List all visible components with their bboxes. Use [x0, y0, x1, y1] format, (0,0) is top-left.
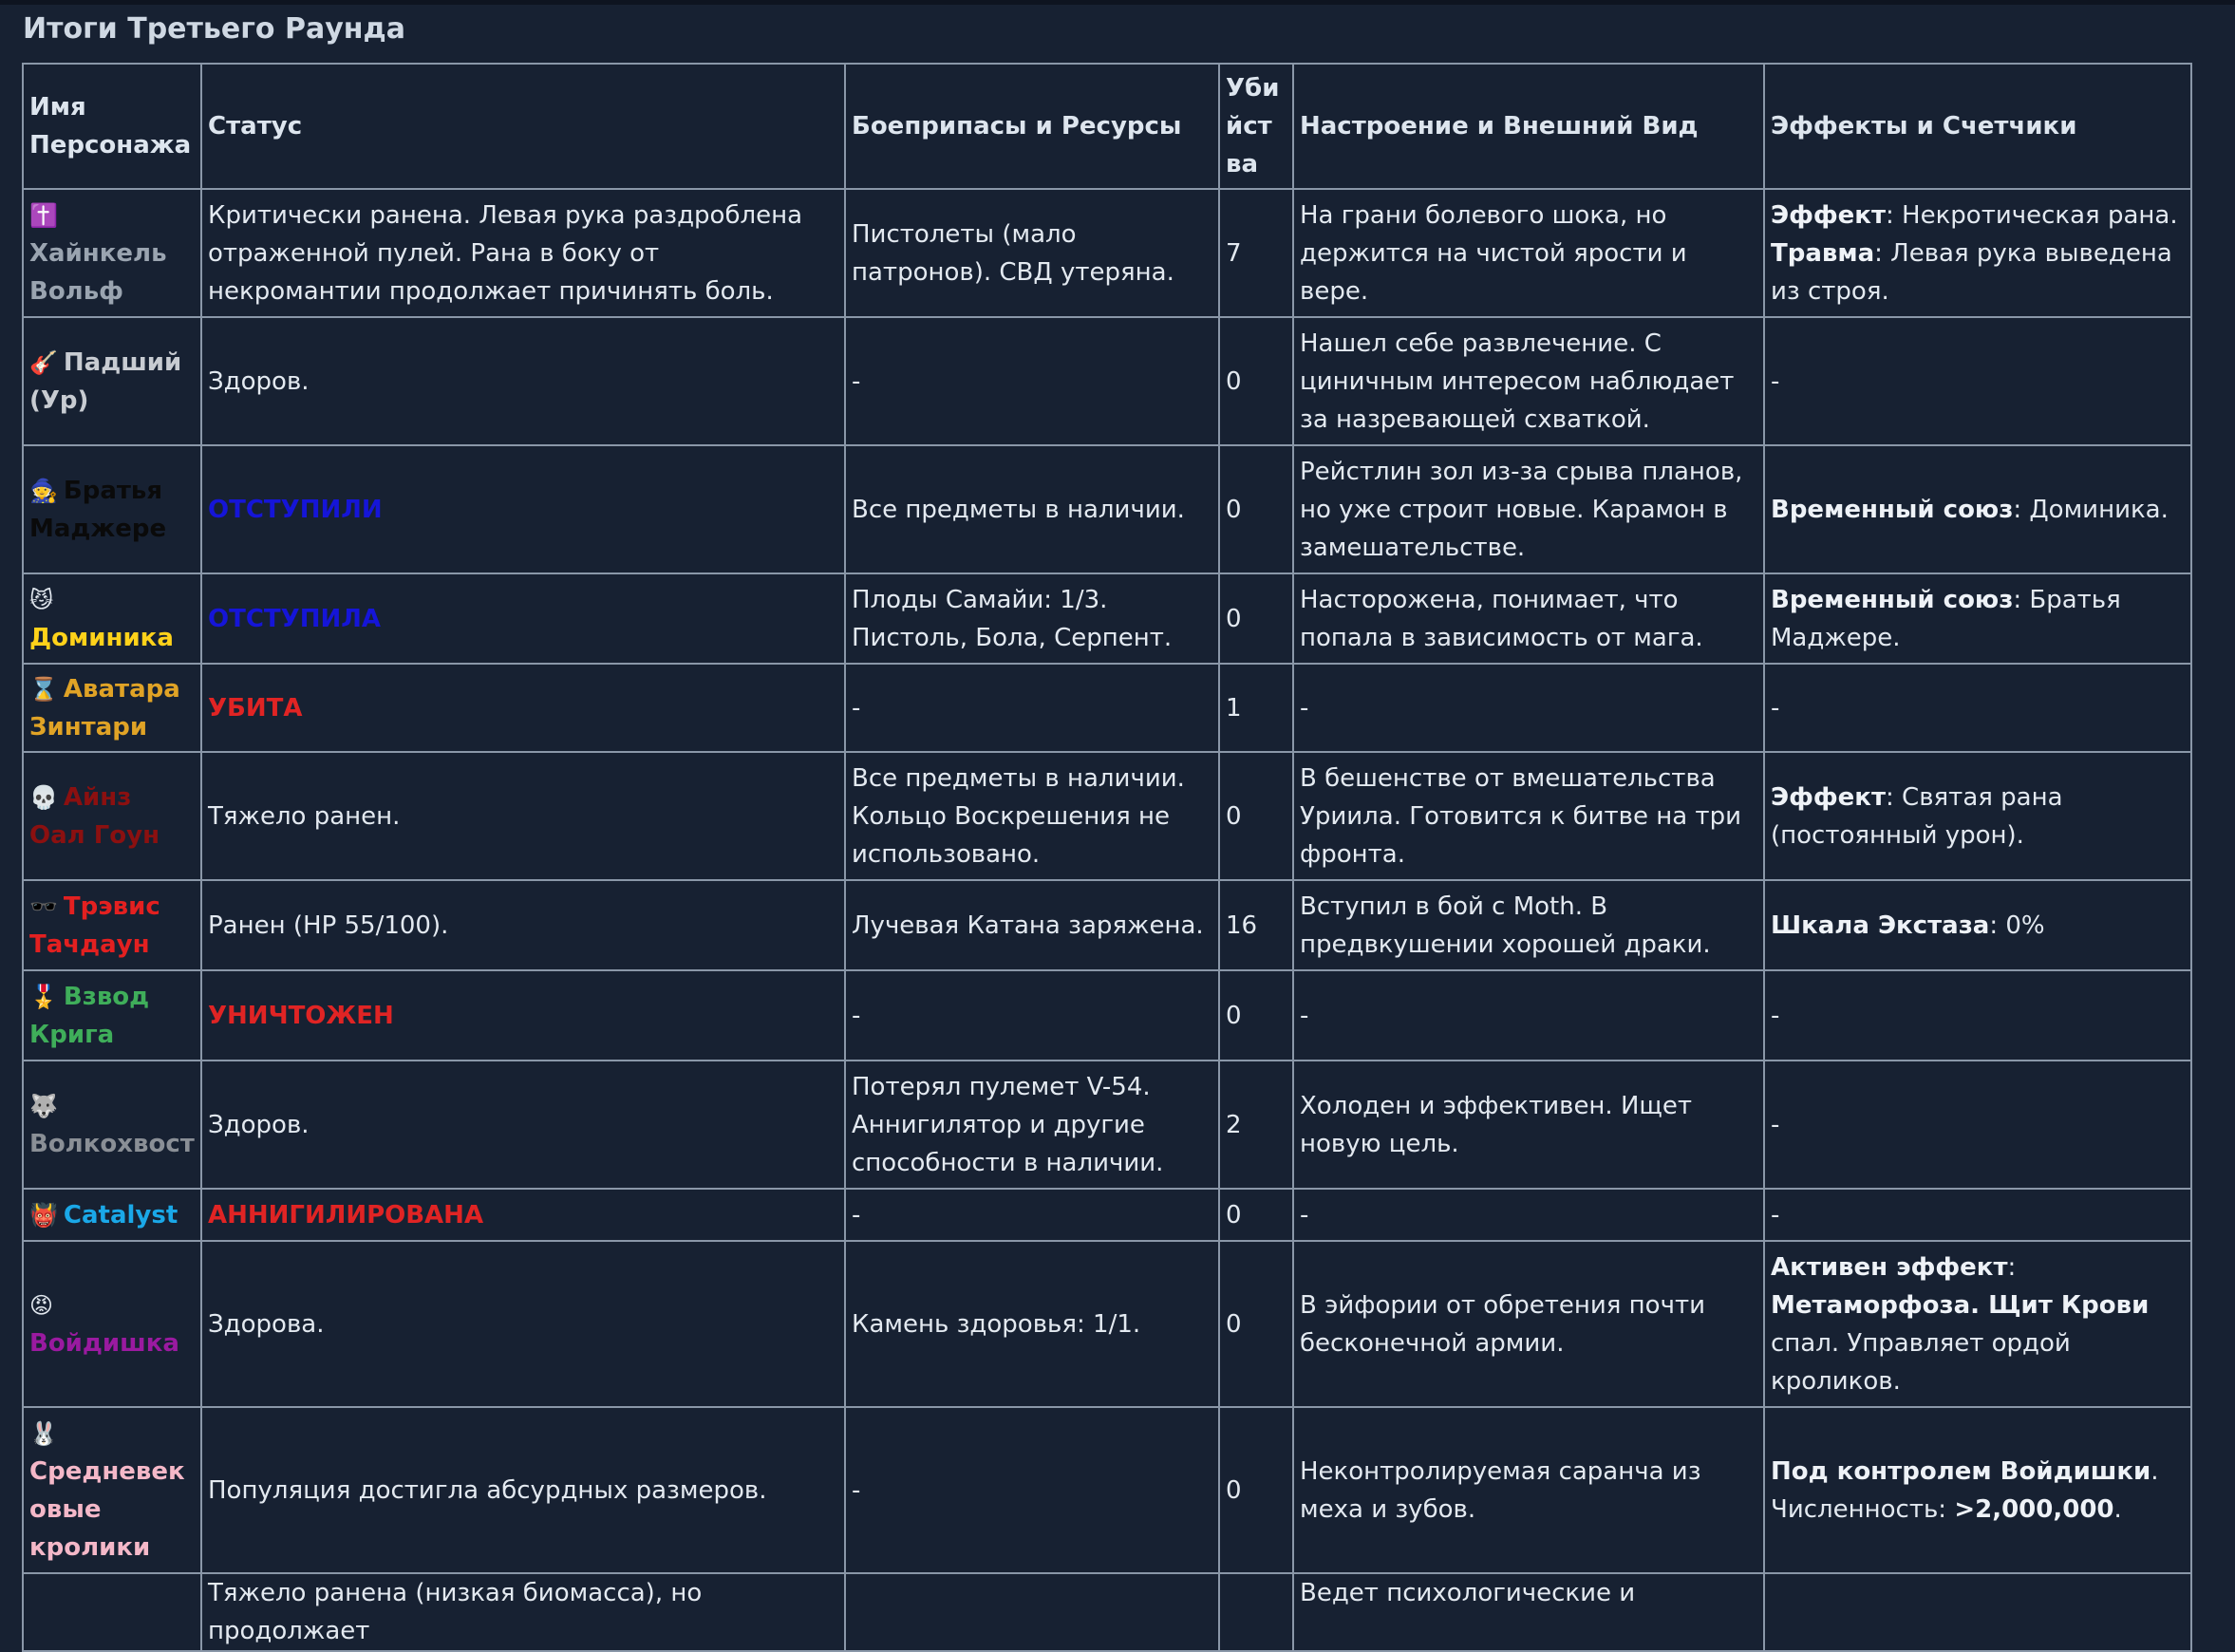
resources-cell: Потерял пулемет V-54. Аннигилятор и другие способности в наличии. — [845, 1061, 1219, 1189]
effects-cell — [1764, 880, 2191, 970]
status-text: Здорова. — [208, 1309, 325, 1339]
effects-cell: - — [1764, 1189, 2191, 1241]
character-name-cell — [23, 1061, 201, 1189]
mood-cell: Холоден и эффективен. Ищет новую цель. — [1293, 1061, 1764, 1189]
table-row — [23, 445, 2191, 573]
effect-text: : — [2007, 1252, 2017, 1282]
effects-cell — [1764, 752, 2191, 880]
kills-cell: 0 — [1219, 1189, 1293, 1241]
status-text: УНИЧТОЖЕН — [208, 1001, 394, 1030]
table-row — [23, 664, 2191, 752]
character-name-cell — [23, 1407, 201, 1573]
partial-resources-cell — [845, 1573, 1219, 1651]
mood-cell: - — [1293, 970, 1764, 1061]
skull-icon: 💀 — [29, 783, 58, 811]
status-text: Ранен (HP 55/100). — [208, 910, 449, 940]
effects-cell: - — [1764, 664, 2191, 752]
status-cell — [201, 1407, 845, 1573]
resources-cell: - — [845, 1189, 1219, 1241]
effect-text: : Святая рана (постоянный урон). — [1771, 782, 2063, 850]
header-name: Имя Персонажа — [23, 64, 201, 189]
status-cell — [201, 445, 845, 573]
mood-cell: - — [1293, 664, 1764, 752]
effect-text: : 0% — [1989, 910, 2045, 940]
status-text: Тяжело ранен. — [208, 801, 401, 831]
effect-label: Временный союз — [1771, 495, 2014, 524]
character-name-cell — [23, 1241, 201, 1407]
kills-cell: 0 — [1219, 445, 1293, 573]
resources-cell: - — [845, 317, 1219, 445]
top-bar — [0, 0, 2235, 5]
effect-text: : Доминика. — [2013, 495, 2169, 524]
resources-cell: Лучевая Катана заряжена. — [845, 880, 1219, 970]
resources-cell: Плоды Самайи: 1/3. Пистоль, Бола, Серпент. — [845, 573, 1219, 664]
header-kills: Убийства — [1219, 64, 1293, 189]
effect-label: Эффект — [1771, 782, 1887, 812]
status-cell — [201, 752, 845, 880]
kills-cell: 0 — [1219, 1407, 1293, 1573]
table-row — [23, 1061, 2191, 1189]
mood-cell: В бешенстве от вмешательства Уриила. Готовится к битве на три фронта. — [1293, 752, 1764, 880]
effect-text: : Братья Маджере. — [1771, 585, 2121, 652]
header-effects: Эффекты и Счетчики — [1764, 64, 2191, 189]
cat-face-icon: 😼 — [29, 586, 54, 613]
mood-cell: Насторожена, понимает, что попала в зависимость от мага. — [1293, 573, 1764, 664]
character-name: Доминика — [29, 623, 174, 652]
partial-kills-cell — [1219, 1573, 1293, 1651]
partial-name-cell — [23, 1573, 201, 1651]
status-text: Критически ранена. Левая рука раздроблена отраженной пулей. Рана в боку от некромантии продолжает причинять боль. — [208, 200, 803, 306]
character-name: Братья Маджере — [29, 476, 167, 543]
wizard-icon: 🧙 — [29, 477, 58, 504]
rabbit-icon: 🐰 — [29, 1419, 58, 1447]
character-name-cell — [23, 880, 201, 970]
table-header-row — [23, 64, 2191, 189]
kills-cell: 0 — [1219, 317, 1293, 445]
status-cell — [201, 317, 845, 445]
character-name-cell — [23, 573, 201, 664]
table-row — [23, 752, 2191, 880]
character-name: Взвод Крига — [29, 982, 150, 1049]
hourglass-icon: ⌛ — [29, 675, 58, 703]
status-cell — [201, 880, 845, 970]
effect-label: >2,000,000 — [1954, 1494, 2114, 1524]
kills-cell: 0 — [1219, 752, 1293, 880]
page-title: Итоги Третьего Раунда — [23, 12, 405, 46]
table-row — [23, 1407, 2191, 1573]
kills-cell: 1 — [1219, 664, 1293, 752]
kills-cell: 0 — [1219, 970, 1293, 1061]
mask-icon: 👹 — [29, 1201, 58, 1229]
effect-label: Шкала Экстаза — [1771, 910, 1990, 940]
character-name: Аватара Зинтари — [29, 674, 180, 742]
header-mood: Настроение и Внешний Вид — [1293, 64, 1764, 189]
mood-cell: В эйфории от обретения почти бесконечной армии. — [1293, 1241, 1764, 1407]
effects-cell: - — [1764, 970, 2191, 1061]
effect-text: . Численность: — [1771, 1456, 2159, 1524]
table-row — [23, 1189, 2191, 1241]
character-name: Айнз Оал Гоун — [29, 782, 160, 850]
table-row-partial — [23, 1573, 2191, 1651]
kills-cell: 2 — [1219, 1061, 1293, 1189]
partial-effects-cell — [1764, 1573, 2191, 1651]
character-name: Catalyst — [63, 1200, 178, 1230]
character-name-cell — [23, 970, 201, 1061]
resources-cell: - — [845, 664, 1219, 752]
character-name-cell — [23, 317, 201, 445]
table-body — [23, 189, 2191, 1651]
resources-cell: Все предметы в наличии. Кольцо Воскрешения не использовано. — [845, 752, 1219, 880]
kills-cell: 16 — [1219, 880, 1293, 970]
guitar-icon: 🎸 — [29, 348, 58, 376]
header-resources: Боеприпасы и Ресурсы — [845, 64, 1219, 189]
status-text: ОТСТУПИЛИ — [208, 495, 383, 524]
effect-text: : Некротическая рана. — [1886, 200, 2178, 230]
effects-cell: - — [1764, 1061, 2191, 1189]
effect-label: Эффект — [1771, 200, 1887, 230]
mood-cell: Рейстлин зол из-за срыва планов, но уже строит новые. Карамон в замешательстве. — [1293, 445, 1764, 573]
status-text: Здоров. — [208, 1110, 310, 1139]
kills-cell: 7 — [1219, 189, 1293, 317]
character-name: Хайнкель Вольф — [29, 238, 167, 306]
table-row — [23, 573, 2191, 664]
character-name-cell — [23, 752, 201, 880]
mood-cell: На грани болевого шока, но держится на чистой ярости и вере. — [1293, 189, 1764, 317]
status-cell — [201, 1189, 845, 1241]
table-row — [23, 970, 2191, 1061]
effect-label: Временный союз — [1771, 585, 2014, 614]
status-text: УБИТА — [208, 693, 303, 723]
results-table — [22, 63, 2192, 1652]
header-status: Статус — [201, 64, 845, 189]
sunglasses-icon: 🕶️ — [29, 892, 58, 920]
character-name-cell — [23, 1189, 201, 1241]
character-name-cell — [23, 664, 201, 752]
status-cell — [201, 1241, 845, 1407]
status-cell — [201, 189, 845, 317]
cross-icon: ✝️ — [29, 201, 58, 229]
character-name: Трэвис Тачдаун — [29, 892, 160, 959]
effect-label: Травма — [1771, 238, 1875, 268]
resources-cell: Пистолеты (мало патронов). СВД утеряна. — [845, 189, 1219, 317]
resources-cell: Все предметы в наличии. — [845, 445, 1219, 573]
mood-cell: Нашел себе развлечение. С циничным интересом наблюдает за назревающей схваткой. — [1293, 317, 1764, 445]
mood-cell: Вступил в бой с Moth. В предвкушении хорошей драки. — [1293, 880, 1764, 970]
status-text: Популяция достигла абсурдных размеров. — [208, 1475, 767, 1505]
effects-cell — [1764, 1241, 2191, 1407]
effects-cell — [1764, 189, 2191, 317]
kills-cell: 0 — [1219, 573, 1293, 664]
mood-cell: Неконтролируемая саранча из меха и зубов. — [1293, 1407, 1764, 1573]
resources-cell: Камень здоровья: 1/1. — [845, 1241, 1219, 1407]
status-cell — [201, 1061, 845, 1189]
medal-icon: 🎖️ — [29, 983, 58, 1010]
character-name: Средневековые кролики — [29, 1456, 185, 1562]
effect-label: Под контролем Войдишки — [1771, 1456, 2151, 1486]
resources-cell: - — [845, 970, 1219, 1061]
effects-cell — [1764, 445, 2191, 573]
character-name-cell — [23, 189, 201, 317]
character-name: Волкохвост — [29, 1129, 195, 1158]
resources-cell: - — [845, 1407, 1219, 1573]
wolf-icon: 🐺 — [29, 1092, 58, 1119]
effect-label: Активен эффект — [1771, 1252, 2008, 1282]
status-cell — [201, 664, 845, 752]
table-row — [23, 1241, 2191, 1407]
angry-face-icon: 😡 — [29, 1291, 54, 1319]
status-text: Здоров. — [208, 366, 310, 396]
effects-cell: - — [1764, 317, 2191, 445]
effect-label: Метаморфоза. Щит Крови — [1771, 1290, 2150, 1320]
effect-text: спал. Управляет ордой кроликов. — [1771, 1328, 2071, 1396]
status-text: ОТСТУПИЛА — [208, 604, 381, 633]
table-row — [23, 880, 2191, 970]
effects-cell — [1764, 573, 2191, 664]
status-cell — [201, 970, 845, 1061]
character-name-cell — [23, 445, 201, 573]
partial-status-cell: Тяжело ранена (низкая биомасса), но продолжает — [201, 1573, 845, 1651]
kills-cell: 0 — [1219, 1241, 1293, 1407]
table-row — [23, 189, 2191, 317]
effect-text: . — [2113, 1494, 2122, 1524]
table-row — [23, 317, 2191, 445]
partial-mood-cell: Ведет психологические и — [1293, 1573, 1764, 1651]
mood-cell: - — [1293, 1189, 1764, 1241]
status-text: АННИГИЛИРОВАНА — [208, 1200, 484, 1230]
effect-text: : Левая рука выведена из строя. — [1771, 238, 2172, 306]
status-cell — [201, 573, 845, 664]
effects-cell — [1764, 1407, 2191, 1573]
character-name: Падший (Ур) — [29, 347, 182, 415]
character-name: Войдишка — [29, 1328, 179, 1358]
